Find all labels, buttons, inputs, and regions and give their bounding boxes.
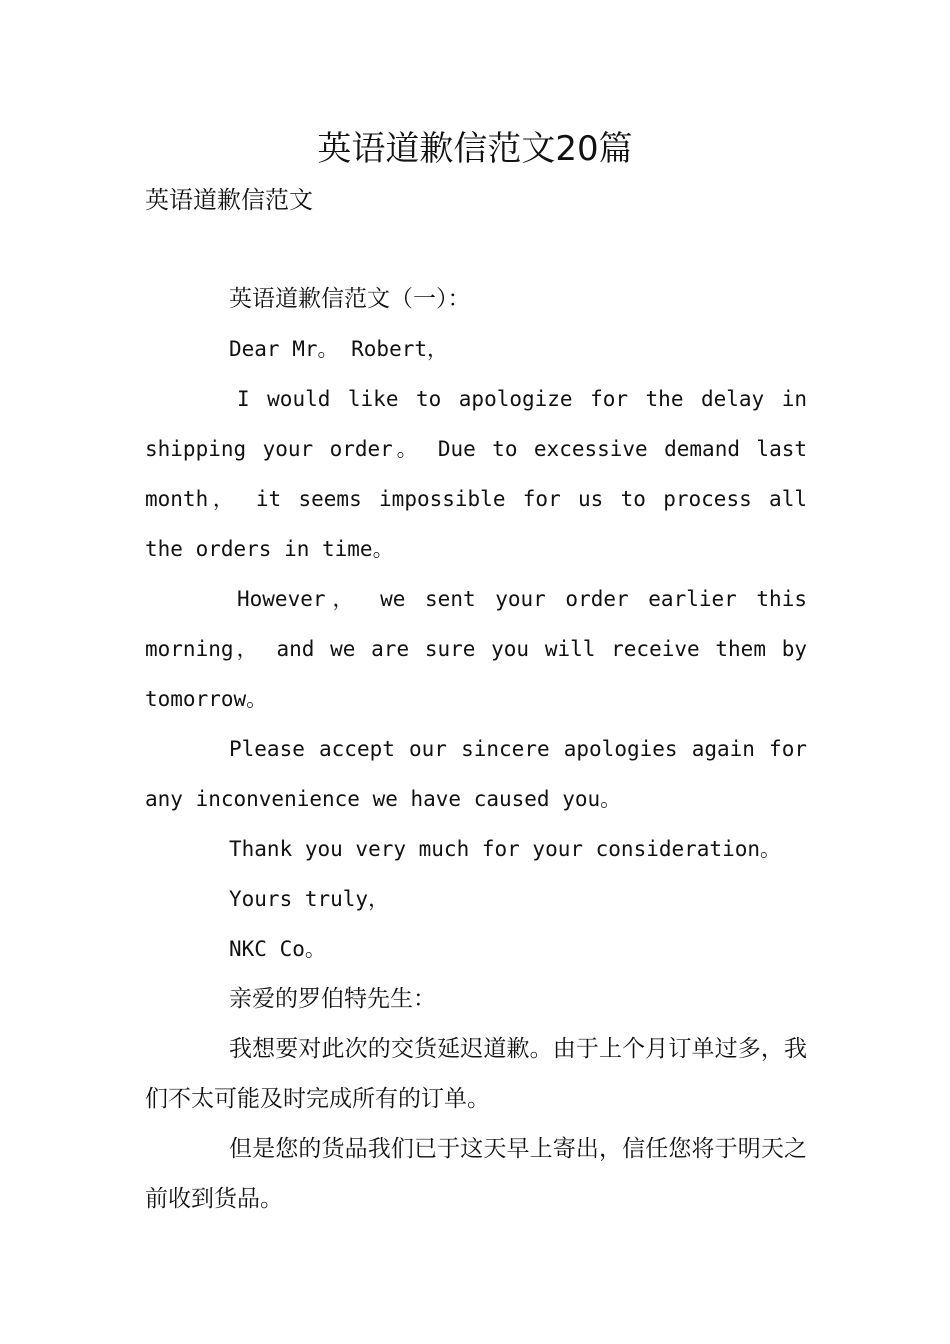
letter-paragraph-4: Thank you very much for your consideration。 <box>229 837 782 861</box>
letter-paragraph-2: However， we sent your order earlier this morning， and we are sure you will receive them by tomorrow。 <box>145 587 807 711</box>
letter-paragraph-1: I would like to apologize for the delay in shipping your order。 Due to excessive demand last month， it seems impossible for us to process all the orders in time。 <box>145 387 807 561</box>
document-subtitle: 英语道歉信范文 <box>145 186 313 214</box>
letter-paragraph-3: Please accept our sincere apologies again for any inconvenience we have caused you。 <box>145 737 807 811</box>
zh-paragraph-2: 但是您的货品我们已于这天早上寄出，信任您将于明天之前收到货品。 <box>145 1136 807 1212</box>
letter-signature: NKC Co。 <box>229 937 326 961</box>
letter-closing: Yours truly， <box>229 887 390 911</box>
zh-greeting: 亲爱的罗伯特先生： <box>229 986 436 1012</box>
letter-body <box>145 274 807 1224</box>
section-heading: 英语道歉信范文（一）： <box>229 286 471 312</box>
letter-greeting: Dear Mr。 Robert， <box>229 337 449 361</box>
document-title: 英语道歉信范文20篇 <box>317 129 633 169</box>
zh-paragraph-1: 我想要对此次的交货延迟道歉。由于上个月订单过多，我们不太可能及时完成所有的订单。 <box>145 1036 807 1112</box>
